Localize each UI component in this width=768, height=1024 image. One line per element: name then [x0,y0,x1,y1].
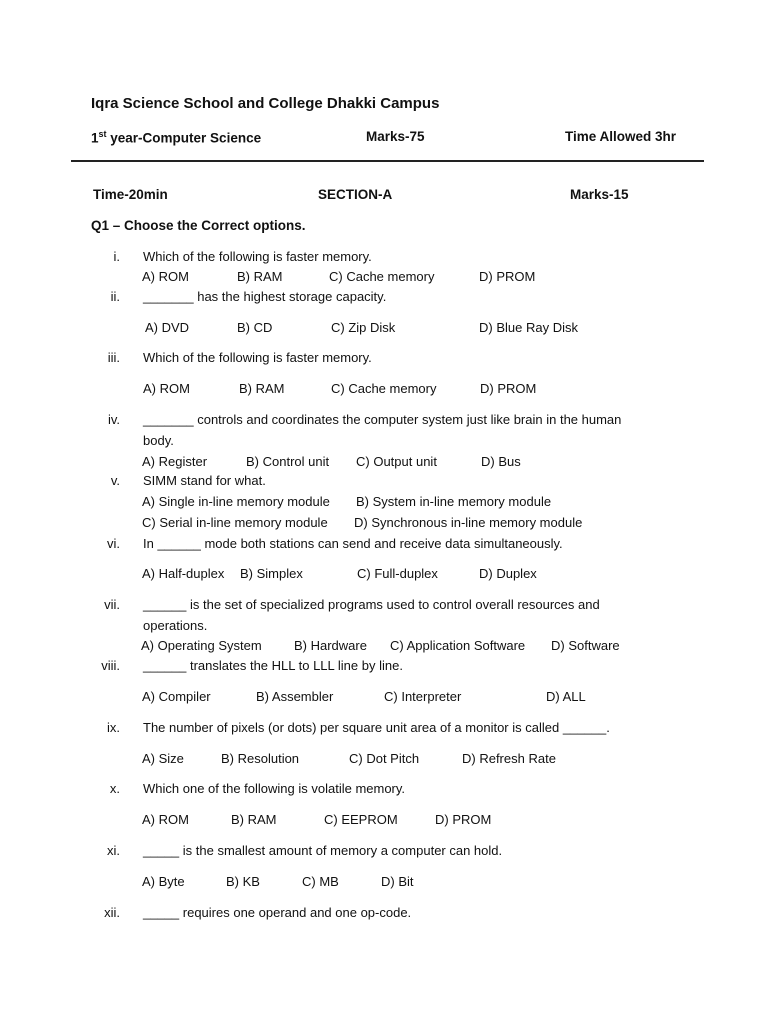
option-c: C) Output unit [356,454,437,469]
option-b: B) RAM [237,269,283,284]
option-c: C) Interpreter [384,689,462,704]
option-a: A) Byte [142,874,185,889]
option-c: C) Application Software [390,638,526,653]
option-d: D) PROM [435,812,492,827]
total-marks: Marks-75 [366,129,425,144]
option-b: B) Control unit [246,454,330,469]
option-c: C) Full-duplex [357,566,438,581]
option-b: B) CD [237,320,273,335]
option-a: A) DVD [145,320,190,335]
question-text: _______ controls and coordinates the computer system just like brain in the human [143,412,622,427]
question-number: i. [113,249,120,264]
time-allowed: Time Allowed 3hr [565,129,677,144]
question-text: _____ is the smallest amount of memory a computer can hold. [143,843,503,858]
option-b: B) Assembler [256,689,334,704]
option-b: B) KB [226,874,260,889]
question-number: viii. [101,658,120,673]
question-number: vii. [104,597,120,612]
option-c: C) Dot Pitch [349,751,420,766]
option-d: D) PROM [480,381,537,396]
option-d: D) ALL [546,689,586,704]
option-a: A) Size [142,751,184,766]
question-number: xii. [104,905,120,920]
school-title: Iqra Science School and College Dhakki Campus [91,95,440,112]
option-c: C) Cache memory [331,381,437,396]
question-text: Which of the following is faster memory. [143,249,372,264]
question-number: iv. [107,412,120,427]
class-name: year-Computer Science [106,130,262,146]
option-a: A) Half-duplex [142,566,225,581]
option-a: A) Operating System [141,638,262,653]
question-text-continued: operations. [143,618,208,633]
question-text: _____ requires one operand and one op-code. [143,905,412,920]
q1-title: Q1 – Choose the Correct options. [91,218,306,233]
question-text: ______ is the set of specialized programs used to control overall resources and [143,597,600,612]
option-c: C) MB [302,874,339,889]
header-divider [71,160,704,162]
question-text: In ______ mode both stations can send and receive data simultaneously. [143,536,563,551]
question-number: ii. [110,289,120,304]
option-a: A) ROM [142,812,189,827]
section-time: Time-20min [93,187,168,202]
option-c: C) EEPROM [324,812,398,827]
option-a: A) Single in-line memory module [142,494,330,509]
question-number: ix. [107,720,120,735]
year-suffix: st [98,129,107,139]
class-label [91,129,261,146]
question-number: v. [110,473,120,488]
section-marks: Marks-15 [570,187,629,202]
option-d: D) Bus [481,454,521,469]
option-c: C) Zip Disk [331,320,396,335]
option-d: D) Duplex [479,566,537,581]
question-number: vi. [107,536,120,551]
option-a: A) ROM [143,381,190,396]
option-d: D) Software [551,638,620,653]
option-b: B) RAM [239,381,285,396]
option-d: D) Refresh Rate [462,751,556,766]
question-text: _______ has the highest storage capacity. [143,289,387,304]
option-d: D) Bit [381,874,414,889]
option-a: A) Register [142,454,208,469]
question-text: The number of pixels (or dots) per square unit area of a monitor is called ______. [143,720,610,735]
option-c: C) Cache memory [329,269,435,284]
option-d: D) Synchronous in-line memory module [354,515,583,530]
option-a: A) Compiler [142,689,211,704]
option-b: B) Simplex [240,566,303,581]
question-text: SIMM stand for what. [143,473,266,488]
option-c: C) Serial in-line memory module [142,515,328,530]
option-b: B) RAM [231,812,277,827]
question-number: iii. [107,350,120,365]
question-text: Which one of the following is volatile memory. [143,781,406,796]
option-b: B) Hardware [294,638,367,653]
question-number: xi. [107,843,120,858]
option-d: D) PROM [479,269,536,284]
option-a: A) ROM [142,269,189,284]
question-text: Which of the following is faster memory. [143,350,372,365]
section-name: SECTION-A [318,187,393,202]
question-text-continued: body. [143,433,174,448]
question-text: ______ translates the HLL to LLL line by line. [143,658,403,673]
option-d: D) Blue Ray Disk [479,320,578,335]
year-number: 1 [91,130,99,146]
question-number: x. [109,781,120,796]
option-b: B) System in-line memory module [356,494,552,509]
option-b: B) Resolution [221,751,300,766]
